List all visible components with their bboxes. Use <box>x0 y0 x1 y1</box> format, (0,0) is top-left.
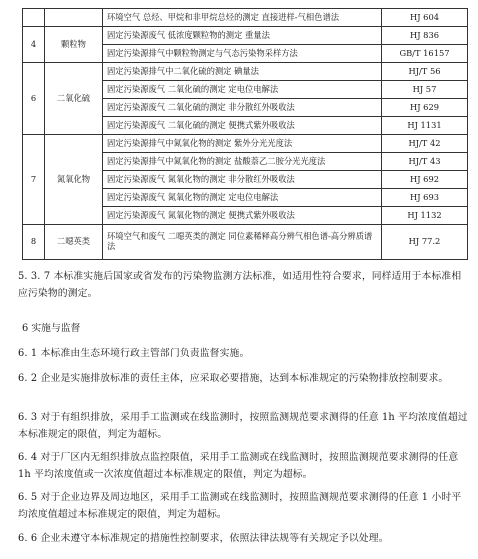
clause-5-3-7: 5. 3. 7 本标准实施后国家或省发布的污染物监测方法标准，如适用性符合要求，同样适用于本标准相应污染物的测定。 <box>18 271 462 299</box>
method-cell: 固定污染源废气 氮氧化物的测定 定电位电解法 <box>103 189 382 207</box>
table-row <box>23 63 468 81</box>
table-row <box>23 27 468 45</box>
monitoring-methods-table <box>22 8 468 260</box>
standard-code-cell: HJ/T 56 <box>382 63 468 81</box>
method-cell: 环境空气和废气 二噁英类的测定 同位素稀释高分辨气相色谱-高分辨质谱法 <box>103 225 382 260</box>
standard-code-cell: HJ 77.2 <box>382 225 468 260</box>
method-cell: 固定污染源排气中氮氧化物的测定 盐酸萘乙二胺分光光度法 <box>103 153 382 171</box>
pollutant-cell: 颗粒物 <box>45 27 103 63</box>
method-cell: 固定污染源排气中二氧化硫的测定 碘量法 <box>103 63 382 81</box>
clause-6-1: 6. 1 本标准由生态环境行政主管部门负责监督实施。 <box>18 348 250 359</box>
section-6-heading: 6 实施与监督 <box>22 323 81 334</box>
standard-code-cell: GB/T 16157 <box>382 45 468 63</box>
pollutant-cell <box>45 9 103 27</box>
pollutant-cell: 二氧化硫 <box>45 63 103 135</box>
method-cell: 固定污染源排气中氮氧化物的测定 紫外分光光度法 <box>103 135 382 153</box>
method-cell: 固定污染源废气 二氧化硫的测定 便携式紫外吸收法 <box>103 117 382 135</box>
row-number-cell: 8 <box>23 225 45 260</box>
row-number-cell <box>23 9 45 27</box>
row-number-cell: 4 <box>23 27 45 63</box>
standard-code-cell: HJ/T 43 <box>382 153 468 171</box>
standard-code-cell: HJ 1132 <box>382 207 468 225</box>
table-row <box>23 9 468 27</box>
standard-code-cell: HJ 57 <box>382 81 468 99</box>
method-cell: 固定污染源废气 氮氧化物的测定 非分散红外吸收法 <box>103 171 382 189</box>
clause-6-2: 6. 2 企业是实施排放标准的责任主体，应采取必要措施，达到本标准规定的污染物排放控制要求。 <box>18 373 449 384</box>
clause-6-6: 6. 6 企业未遵守本标准规定的措施性控制要求，依照法律法规等有关规定予以处理。 <box>18 533 389 544</box>
standard-code-cell: HJ/T 42 <box>382 135 468 153</box>
pollutant-cell: 二噁英类 <box>45 225 103 260</box>
standard-code-cell: HJ 604 <box>382 9 468 27</box>
row-number-cell: 7 <box>23 135 45 225</box>
standard-code-cell: HJ 1131 <box>382 117 468 135</box>
row-number-cell: 6 <box>23 63 45 135</box>
clause-6-4: 6. 4 对于厂区内无组织排放点监控限值，采用手工监测或在线监测时，按照监测规范要求测得的任意 1h 平均浓度值或一次浓度值超过本标准规定的限值，判定为超标。 <box>18 452 459 480</box>
method-cell: 固定污染源废气 二氧化硫的测定 定电位电解法 <box>103 81 382 99</box>
table-row <box>23 225 468 260</box>
pollutant-cell: 氮氧化物 <box>45 135 103 225</box>
method-cell: 固定污染源排气中颗粒物测定与气态污染物采样方法 <box>103 45 382 63</box>
clause-6-5: 6. 5 对于企业边界及周边地区，采用手工监测或在线监测时，按照监测规范要求测得的任意 1 小时平均浓度值超过本标准规定的限值，判定为超标。 <box>18 492 462 520</box>
standard-code-cell: HJ 692 <box>382 171 468 189</box>
standard-code-cell: HJ 629 <box>382 99 468 117</box>
table-row <box>23 135 468 153</box>
standard-code-cell: HJ 836 <box>382 27 468 45</box>
method-cell: 固定污染源废气 氮氧化物的测定 便携式紫外吸收法 <box>103 207 382 225</box>
standard-code-cell: HJ 693 <box>382 189 468 207</box>
method-cell: 固定污染源废气 低浓度颗粒物的测定 重量法 <box>103 27 382 45</box>
method-cell: 固定污染源废气 二氧化硫的测定 非分散红外吸收法 <box>103 99 382 117</box>
clause-6-3: 6. 3 对于有组织排放，采用手工监测或在线监测时，按照监测规范要求测得的任意 1h 平均浓度值超过本标准规定的限值，判定为超标。 <box>18 412 468 440</box>
method-cell: 环境空气 总烃、甲烷和非甲烷总烃的测定 直接进样-气相色谱法 <box>103 9 382 27</box>
